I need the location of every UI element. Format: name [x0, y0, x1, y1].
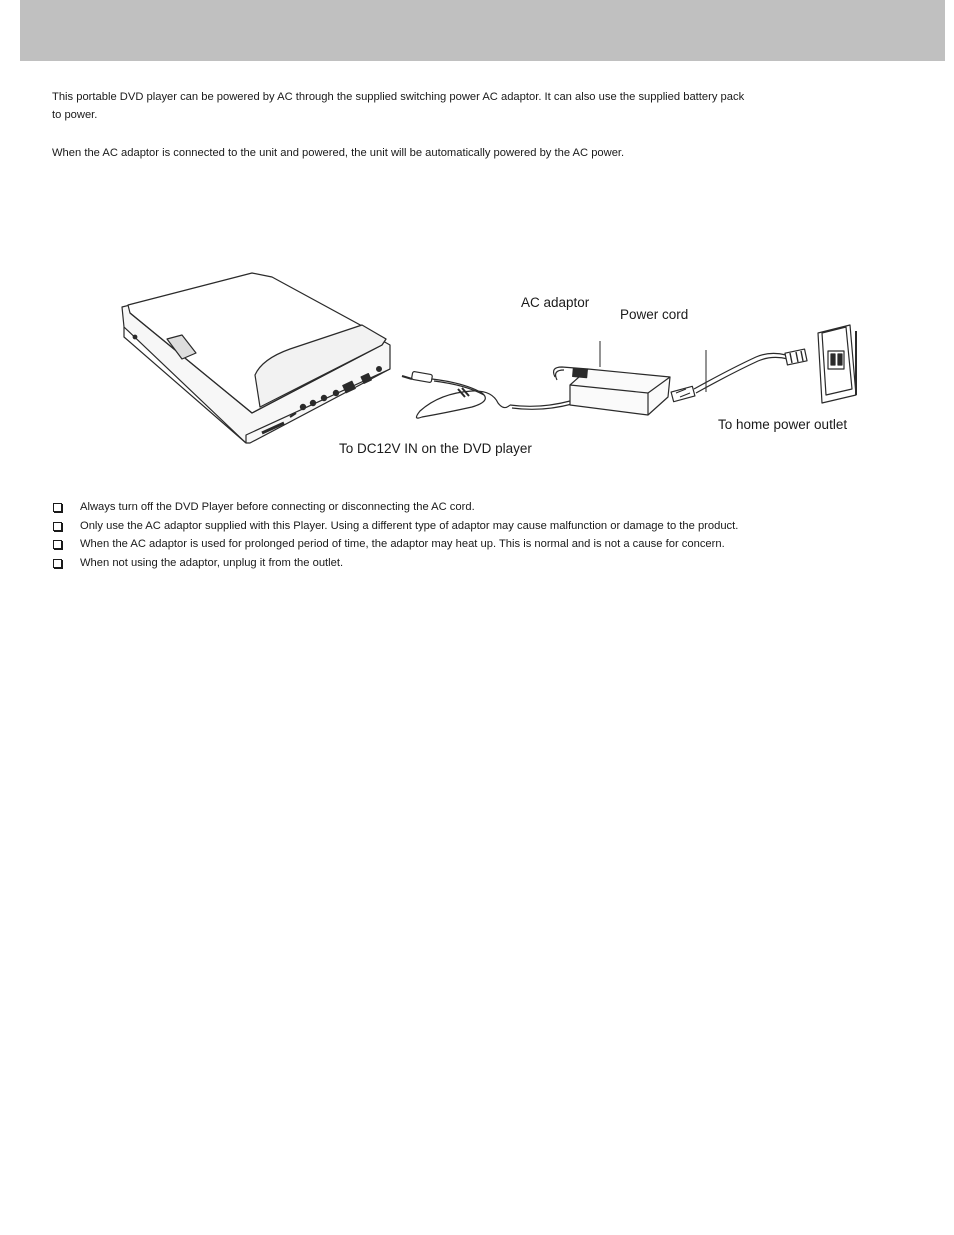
intro-paragraph-1: This portable DVD player can be powered by AC through the supplied switching power AC adaptor. It can also use the supplied battery pack to power.	[52, 91, 745, 121]
outlet-label: To home power outlet	[718, 417, 848, 432]
power-cord-label: Power cord	[620, 307, 689, 322]
note-text: When the AC adaptor is used for prolonged period of time, the adaptor may heat up. This is normal and is not a cause for concern.	[80, 538, 725, 551]
wall-outlet-illustration	[818, 325, 856, 403]
dvd-player-illustration	[122, 273, 390, 443]
notes-list	[52, 498, 738, 573]
checkbox-icon	[53, 559, 62, 568]
intro-paragraph-2: When the AC adaptor is connected to the unit and powered, the unit will be automatically powered by the AC power.	[52, 147, 625, 159]
list-item	[52, 535, 738, 554]
note-text: Only use the AC adaptor supplied with this Player. Using a different type of adaptor may cause malfunction or damage to the product.	[80, 519, 739, 532]
power-cord-illustration	[671, 349, 807, 402]
ac-adaptor-illustration	[554, 341, 670, 415]
note-text: When not using the adaptor, unplug it from the outlet.	[80, 557, 344, 570]
note-text: Always turn off the DVD Player before connecting or disconnecting the AC cord.	[80, 501, 475, 513]
checkbox-icon	[53, 540, 62, 549]
checkbox-icon	[53, 522, 62, 531]
dc-in-label: To DC12V IN on the DVD player	[339, 441, 532, 456]
list-item	[52, 498, 738, 517]
list-item	[52, 517, 738, 536]
dc-cable-illustration	[402, 371, 589, 418]
ac-adaptor-label: AC adaptor	[521, 295, 590, 310]
header-bar	[20, 0, 945, 61]
list-item	[52, 554, 738, 573]
checkbox-icon	[53, 503, 62, 512]
